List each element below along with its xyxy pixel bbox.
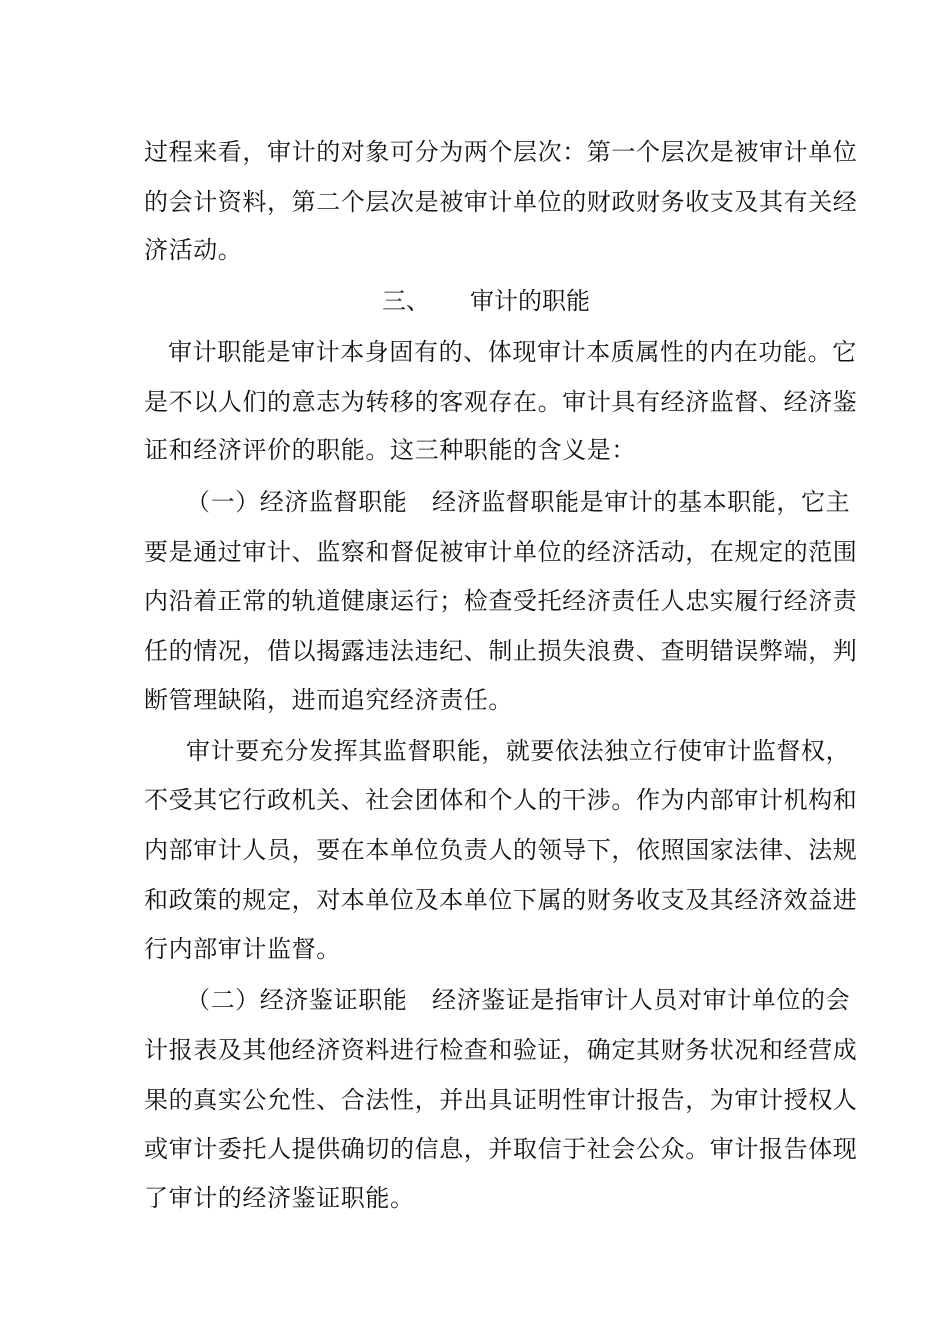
paragraph-line: 果的真实公允性、合法性，并出具证明性审计报告，为审计授权人 (144, 1086, 858, 1114)
paragraph-line: 行内部审计监督。 (144, 935, 341, 963)
paragraph-line: 审计职能是审计本身固有的、体现审计本质属性的内在功能。它 (168, 338, 857, 366)
paragraph-line: 审计要充分发挥其监督职能，就要依法独立行使审计监督权， (186, 737, 851, 765)
paragraph-line: 了审计的经济鉴证职能。 (144, 1184, 415, 1212)
paragraph-line: 济活动。 (144, 236, 243, 264)
paragraph-line: 不受其它行政机关、社会团体和个人的干涉。作为内部审计机构和 (144, 786, 858, 814)
paragraph-line: 或审计委托人提供确切的信息，并取信于社会公众。审计报告体现 (144, 1135, 858, 1163)
section-heading (382, 285, 590, 317)
paragraph-line: 的会计资料，第二个层次是被审计单位的财政财务收支及其有关经 (144, 188, 858, 216)
paragraph-line: 计报表及其他经济资料进行检查和验证，确定其财务状况和经营成 (144, 1036, 858, 1064)
paragraph-line: 要是通过审计、监察和督促被审计单位的经济活动，在规定的范围 (144, 538, 858, 566)
paragraph-line: 内沿着正常的轨道健康运行；检查受托经济责任人忠实履行经济责 (144, 587, 858, 615)
paragraph-line: （二）经济鉴证职能 经济鉴证是指审计人员对审计单位的会 (186, 986, 851, 1014)
paragraph-line: 是不以人们的意志为转移的客观存在。审计具有经济监督、经济鉴 (144, 388, 858, 416)
paragraph-line: 任的情况，借以揭露违法违纪、制止损失浪费、查明错误弊端，判 (144, 637, 858, 665)
paragraph-line: 断管理缺陷，进而追究经济责任。 (144, 686, 513, 714)
paragraph-line: 证和经济评价的职能。这三种职能的含义是： (144, 436, 636, 464)
paragraph-line: （一）经济监督职能 经济监督职能是审计的基本职能，它主 (186, 488, 851, 516)
paragraph-line: 内部审计人员，要在本单位负责人的领导下，依照国家法律、法规 (144, 836, 858, 864)
paragraph-line: 过程来看，审计的对象可分为两个层次：第一个层次是被审计单位 (144, 138, 858, 166)
section-number: 三、 (382, 287, 430, 315)
paragraph-line: 和政策的规定，对本单位及本单位下属的财务收支及其经济效益进 (144, 886, 858, 914)
section-title: 审计的职能 (470, 287, 590, 315)
